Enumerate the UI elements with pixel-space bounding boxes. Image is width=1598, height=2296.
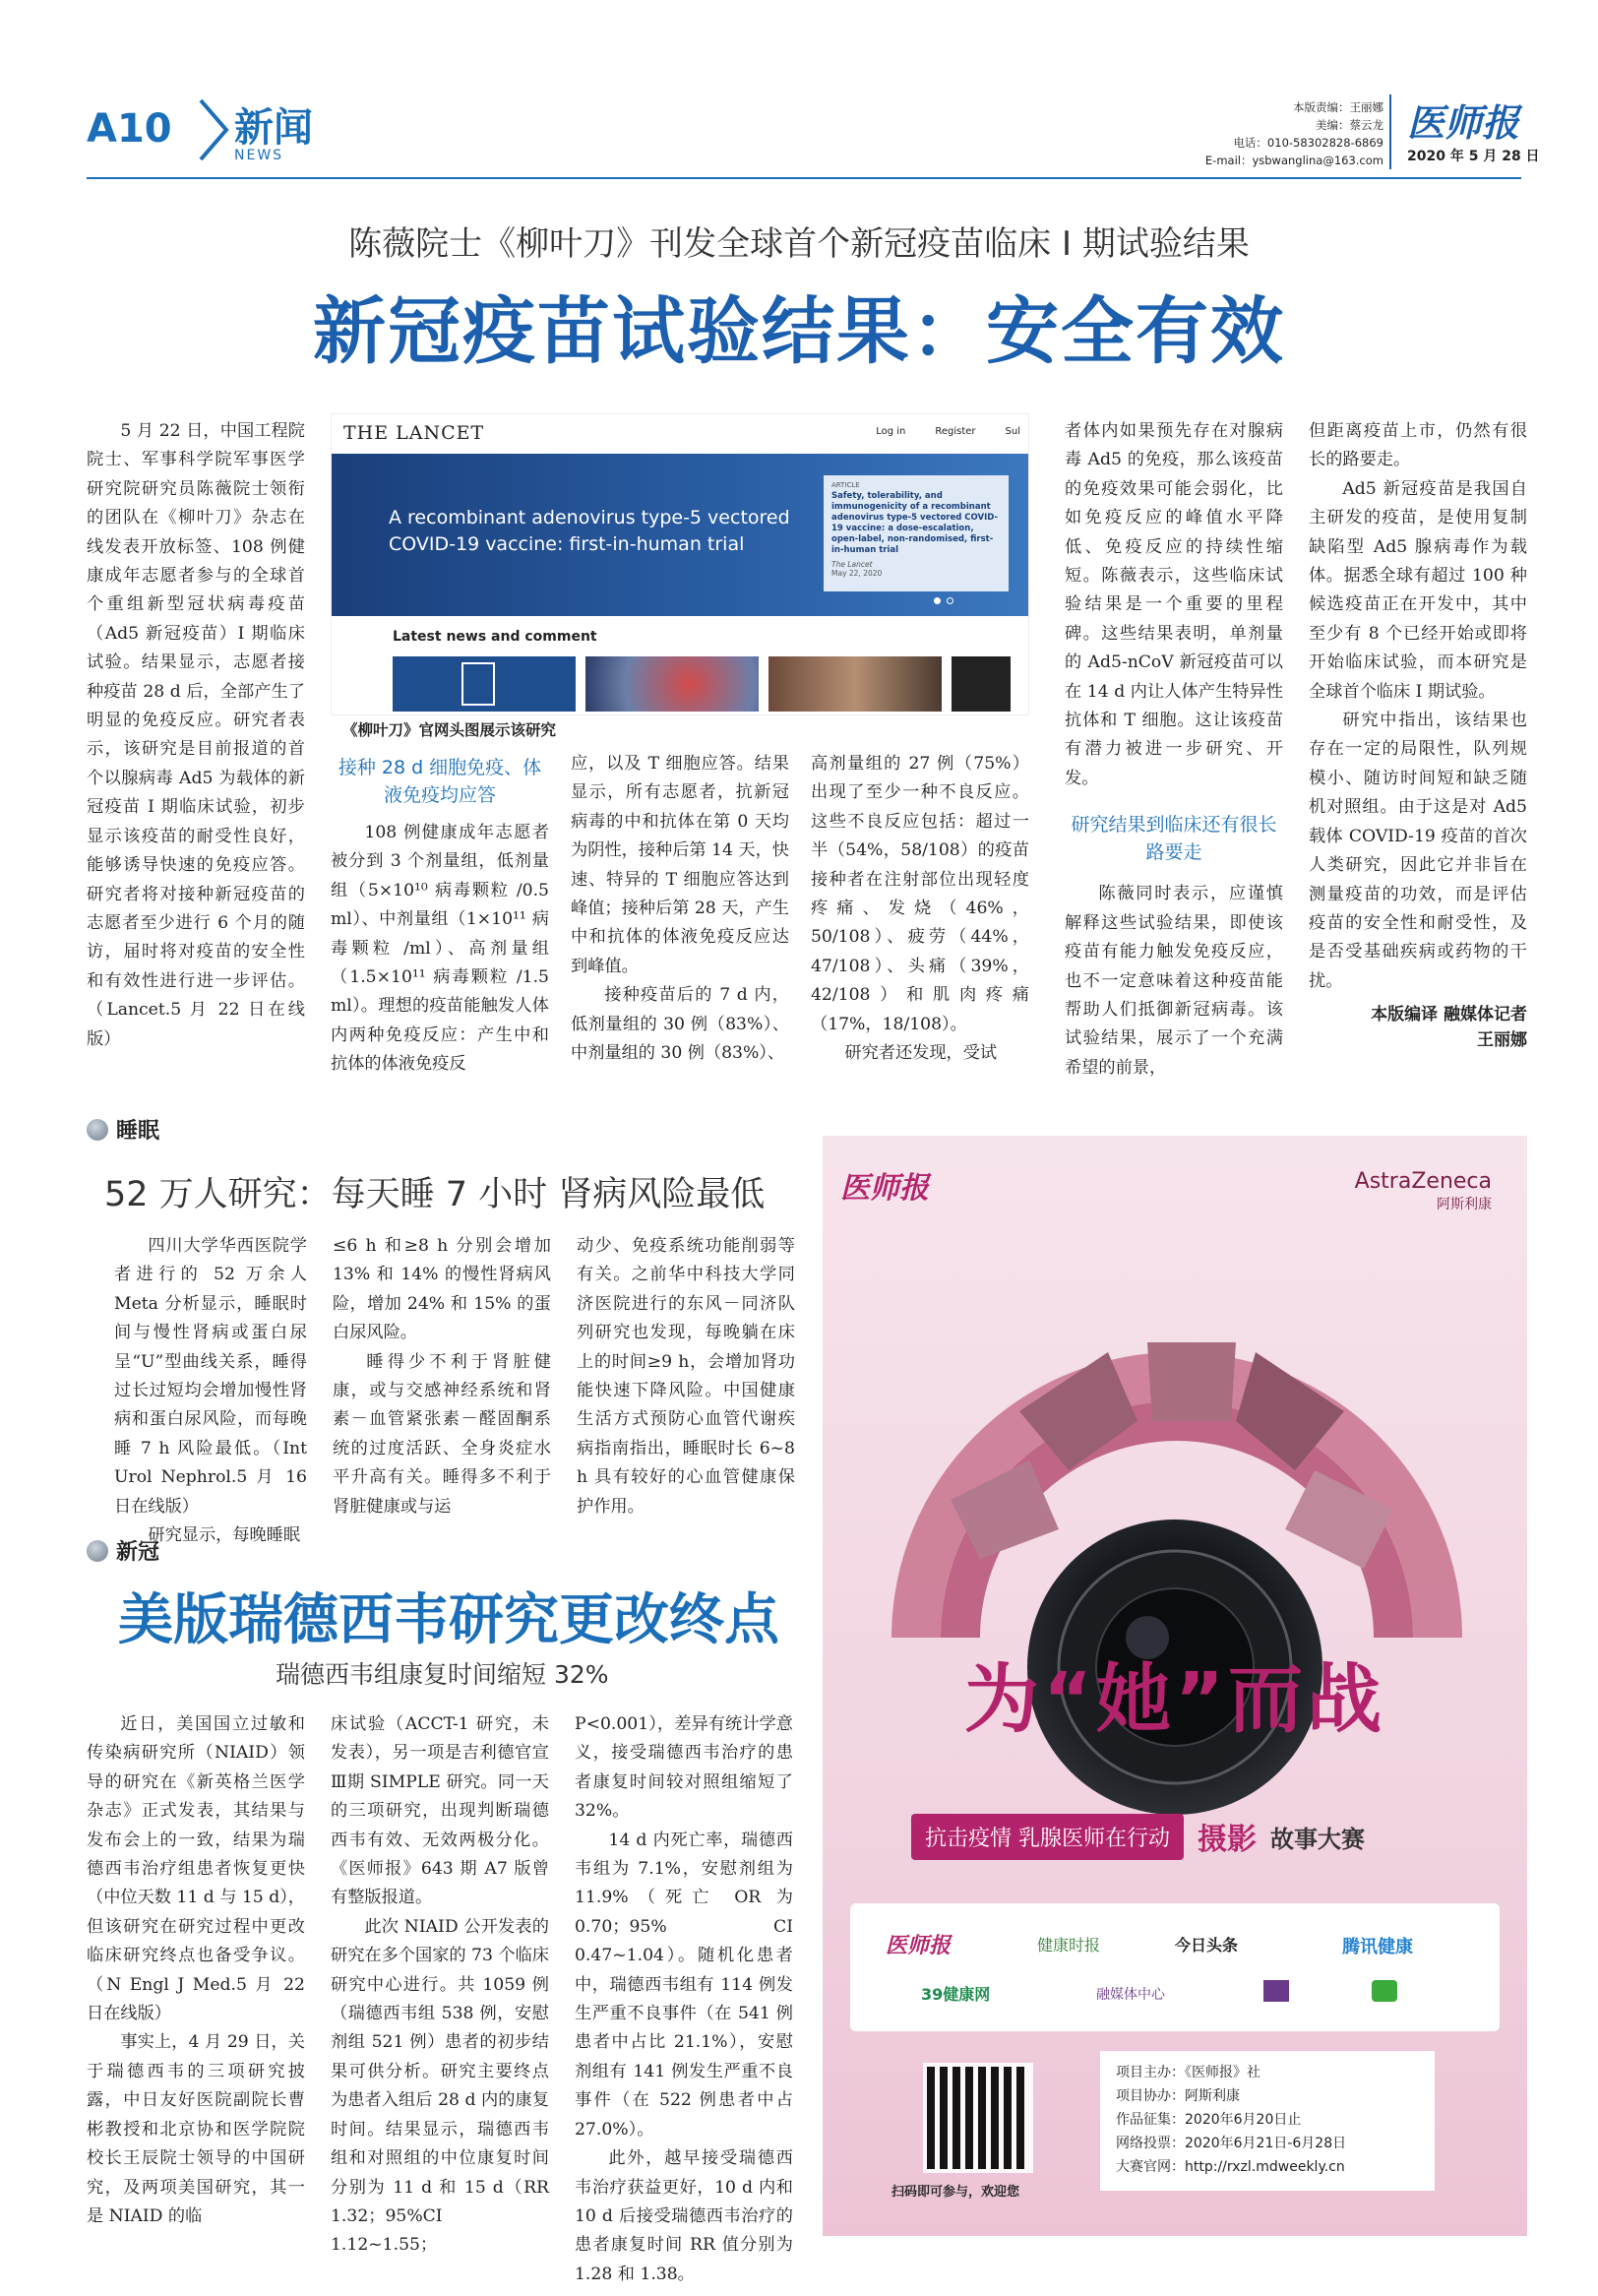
lead-col-6: [1309, 417, 1527, 1053]
paragraph: 研究中指出，该结果也存在一定的局限性，队列规模小、随访时间短和缺乏随机对照组。由于这是对 Ad5 载体 COVID-19 疫苗的首次人类研究，因此它并非旨在测量疫苗的功效，而是评估疫苗的安全性和耐受性，及是否受基础疾病或药物的干扰。: [1309, 711, 1527, 991]
lead-headline: 新冠疫苗试验结果：安全有效: [313, 289, 1285, 374]
lead-col-1: [87, 417, 305, 1054]
partner-logo-6: 融媒体中心: [1096, 1987, 1165, 2003]
email: E-mail：ysbwanglina@163.com: [1204, 154, 1383, 167]
editor-info: [1205, 98, 1383, 169]
contest-info: [1100, 2051, 1435, 2191]
paragraph: 此次 NIAID 公开发表的研究在多个国家的 73 个临床研究中心进行。共 1059 例（瑞德西韦组 538 例，安慰剂组 521 例）患者的初步结果可供分析。研究主要终点为患者入组后 28 d 内的康复时间。结果显示，瑞德西韦组和对照组的中位康复时间分别为 11 d 和 15 d（RR 1.32；95%CI 1.12~1.55；: [331, 1916, 549, 2256]
lancet-register: Register: [935, 426, 976, 437]
paragraph: 此外，越早接受瑞德西韦治疗获益更好，10 d 内和 10 d 后接受瑞德西韦治疗的患者康复时间 RR 值分别为 1.28 和 1.38。: [575, 2148, 793, 2284]
section-title-en: NEWS: [234, 148, 284, 163]
qr-caption: 扫码即可参与，欢迎您: [891, 2185, 1020, 2200]
ad-slogan: 为“她”而战: [964, 1655, 1385, 1743]
lancet-banner-title: A recombinant adenovirus type-5 vectored COVID-19 vaccine: first-in-human trial: [389, 507, 790, 555]
page-number: A10: [87, 106, 172, 152]
paragraph: 四川大学华西医院学者进行的 52 万余人 Meta 分析显示，睡眠时间与慢性肾病或蛋白尿呈“U”型曲线关系，睡得过长过短均会增加慢性肾病和蛋白尿风险，而每晚睡 7 h 风险最低。（Int Urol Nephrol.5 月 16 日在线版）: [114, 1236, 307, 1517]
paragraph: 应，以及 T 细胞应答。结果显示，所有志愿者，抗新冠病毒的中和抗体在第 0 天均为阴性，接种后第 14 天，快速、特异的 T 细胞应答达到峰值；接种后第 28 天，产生中和抗体的体液免疫反应达到峰值。: [571, 754, 789, 976]
partner-logo-3: 今日头条: [1175, 1936, 1239, 1955]
covid-col-3: [575, 1710, 793, 2289]
designer: 美编：蔡云龙: [1316, 118, 1383, 132]
partner-icon-b: [1372, 1980, 1397, 2002]
lancet-brand: THE LANCET: [343, 422, 485, 444]
camera-lens-illustration: [823, 1234, 1527, 1844]
byline: [1309, 1002, 1527, 1053]
partner-logo-5: 39健康网: [921, 1985, 991, 2004]
byline-role: 本版编译 融媒体记者: [1371, 1005, 1527, 1025]
card-source: The Lancet: [831, 560, 873, 569]
issue-date: 2020 年 5 月 28 日: [1407, 149, 1540, 164]
sleep-col-2: [333, 1232, 551, 1521]
partner-icon-a: [1263, 1980, 1289, 2002]
lancet-nav: [876, 426, 1020, 437]
lancet-caption: 《柳叶刀》官网头图展示该研究: [342, 721, 557, 739]
paragraph: P<0.001），差异有统计学意义，接受瑞德西韦治疗的患者康复时间较对照组缩短了 32%。: [575, 1714, 793, 1822]
covid-col-1: [87, 1710, 305, 2231]
lancet-login: Log in: [876, 426, 906, 437]
lead-col-5: [1065, 417, 1283, 1083]
section-label-text: 新冠: [116, 1540, 160, 1565]
paragraph: ≤6 h 和≥8 h 分别会增加 13% 和 14% 的慢性肾病风险，增加 24% 和 15% 的蛋白尿风险。: [333, 1236, 551, 1343]
paragraph: 事实上，4 月 29 日，关于瑞德西韦的三项研究披露，中日友好医院副院长曹彬教授和北京协和医学院院校长王辰院士领导的中国研究，及两项美国研究，其一是 NIAID 的临: [87, 2032, 305, 2226]
paragraph: 接种疫苗后的 7 d 内，低剂量组的 30 例（83%）、中剂量组的 30 例（83%）、: [571, 985, 789, 1064]
astrazeneca-cn: 阿斯利康: [1437, 1197, 1492, 1212]
section-label-text: 睡眠: [116, 1119, 160, 1144]
covid-title: 美版瑞德西韦研究更改终点: [118, 1588, 779, 1652]
section-bullet-icon: [87, 1119, 108, 1141]
ad-band-contest: 故事大赛: [1270, 1825, 1365, 1853]
paragraph: 睡得少不利于肾脏健康，或与交感神经系统和肾素－血管紧张素－醛固酮系统的过度活跃、全身炎症水平升高有关。睡得多不利于肾脏健康或与运: [333, 1351, 551, 1517]
masthead-divider: [1389, 94, 1391, 169]
lead-subhead-1: 接种 28 d 细胞免疫、体液免疫均应答: [338, 757, 542, 806]
paragraph: 近日，美国国立过敏和传染病研究所（NIAID）领导的研究在《新英格兰医学杂志》正式发表，其结果与发布会上的一致，结果为瑞德西韦治疗组患者恢复更快（中位天数 11 d 与 15 d），但该研究在研究过程中更改临床研究终点也备受争议。（N Engl J Med.5 月 22 日在线版）: [87, 1714, 305, 2024]
info-voting: 网络投票：2020年6月21日-6月28日: [1116, 2136, 1347, 2151]
card-title: Safety, tolerability, and immunogenicity of a recombinant adenovirus type-5 vectored COVID-19 vaccine: a dose-escalation, open-label, non-randomised, first-in-human trial: [831, 491, 999, 555]
paragraph: 但距离疫苗上市，仍然有很长的路要走。: [1309, 421, 1527, 470]
section-label-sleep: [87, 1114, 159, 1145]
sleep-col-3: [577, 1232, 795, 1521]
ad-brand-left: 医师报: [840, 1171, 929, 1206]
lancet-banner: [332, 454, 1028, 616]
byline-name: 王丽娜: [1477, 1030, 1527, 1051]
paragraph: Ad5 新冠疫苗是我国自主研发的疫苗，是使用复制缺陷型 Ad5 腺病毒作为载体。据悉全球有超过 100 种候选疫苗正在开发中，其中至少有 8 个已经开始或即将开始临床试验，而本研究是全球首个临床 I 期试验。: [1309, 478, 1527, 702]
partner-logo-2: 健康时报: [1037, 1936, 1101, 1955]
phone: 电话：010-58302828-6869: [1233, 136, 1383, 150]
info-co-organizer: 项目协办：阿斯利康: [1116, 2088, 1240, 2104]
ad-band-text: 抗击疫情 乳腺医师在行动: [911, 1814, 1184, 1860]
paragraph: 陈薇同时表示，应谨慎解释这些试验结果，即使该疫苗有能力触发免疫反应，也不一定意味着这种疫苗能帮助人们抵御新冠病毒。该试验结果，展示了一个充满希望的前景，: [1065, 884, 1283, 1078]
section-title: 新闻: [234, 105, 313, 151]
section-bullet-icon: [87, 1540, 108, 1562]
ad-band-photo: 摄影: [1198, 1823, 1257, 1857]
advertisement: [823, 1136, 1527, 2236]
carousel-dots: [934, 597, 953, 604]
ad-brand-right: [1355, 1169, 1492, 1213]
info-website: 大赛官网：http://rxzl.mdweekly.cn: [1116, 2159, 1345, 2175]
info-submission: 作品征集：2020年6月20日止: [1116, 2112, 1302, 2128]
covid-subtitle: 瑞德西韦组康复时间缩短 32%: [276, 1660, 609, 1689]
lancet-subscribe: Sul: [1005, 426, 1020, 437]
lead-kicker: 陈薇院士《柳叶刀》刊发全球首个新冠疫苗临床 I 期试验结果: [348, 224, 1250, 264]
section-label-covid: [87, 1535, 159, 1566]
card-date: May 22, 2020: [831, 569, 883, 578]
lancet-article-card: [824, 475, 1009, 591]
paragraph: 高剂量组的 27 例（75%）出现了至少一种不良反应。这些不良反应包括：超过一半（54%，58/108）的疫苗接种者在注射部位出现轻度疼痛、发烧（46%，50/108）、疲劳（44%，47/108）、头痛（39%，42/108）和肌肉疼痛（17%，18/108）。: [811, 754, 1029, 1034]
covid-col-2: [331, 1710, 549, 2261]
info-organizer: 项目主办：《医师报》社: [1116, 2065, 1260, 2080]
partner-logo-4: 腾讯健康: [1342, 1937, 1413, 1957]
card-tag: ARTICLE: [831, 481, 860, 489]
paragraph: 动少、免疫系统功能削弱等有关。之前华中科技大学同济医院进行的东风－同济队列研究也发现，每晚躺在床上的时间≥9 h，会增加肾功能快速下降风险。中国健康生活方式预防心血管代谢疾病指南指出，睡眠时长 6~8 h 具有较好的心血管健康保护作用。: [577, 1236, 795, 1517]
paragraph: 5 月 22 日，中国工程院院士、军事科学院军事医学研究院研究员陈薇院士领衔的团队在《柳叶刀》杂志在线发表开放标签、108 例健康成年志愿者参与的全球首个重组新型冠状病毒疫苗（Ad5 新冠疫苗）I 期临床试验。结果显示，志愿者接种疫苗 28 d 后，全部产生了明显的免疫反应。研究者表示，该研究是目前报道的首个以腺病毒 Ad5 为载体的新冠疫苗 I 期临床试验，初步显示该疫苗的耐受性良好，能够诱导快速的免疫应答。研究者将对接种新冠疫苗的志愿者至少进行 6 个月的随访，届时将对疫苗的安全性和有效性进行进一步评估。（Lancet.5 月 22 日在线版）: [87, 421, 305, 1049]
paragraph: 14 d 内死亡率，瑞德西韦组为 7.1%，安慰剂组为 11.9%（死亡 OR 为 0.70；95% CI 0.47~1.04）。随机化患者中，瑞德西韦组有 114 例发生严重不良事件（在 541 例患者中占比 21.1%），安慰剂组有 141 例发生严重不良事件（在 522 例患者中占 27.0%）。: [575, 1830, 793, 2140]
partner-logo-1: 医师报: [886, 1933, 952, 1958]
sleep-title: 52 万人研究：每天睡 7 小时 肾病风险最低: [104, 1175, 766, 1214]
header-rule: [87, 177, 1521, 179]
partners-panel: [850, 1903, 1500, 2031]
lancet-screenshot: [331, 413, 1029, 715]
paragraph: 者体内如果预先存在对腺病毒 Ad5 的免疫，那么该疫苗的免疫效果可能会弱化，比如免疫反应的峰值水平降低、免疫反应的持续性缩短。陈薇表示，这些临床试验结果是一个重要的里程碑。这些结果表明，单剂量的 Ad5-nCoV 新冠疫苗可以在 14 d 内让人体产生特异性抗体和 T 细胞。这让该疫苗有潜力被进一步研究、开发。: [1065, 421, 1283, 788]
paragraph: 研究者还发现，受试: [844, 1043, 998, 1064]
ad-band: [911, 1811, 1443, 1862]
paragraph: 108 例健康成年志愿者被分到 3 个剂量组，低剂量组（5×10¹⁰ 病毒颗粒 /0.5 ml）、中剂量组（1×10¹¹ 病毒颗粒 /ml）、高剂量组（1.5×10¹¹ 病毒颗粒 /1.5 ml）。理想的疫苗能触发人体内两种免疫反应：产生中和抗体的体液免疫反: [331, 823, 549, 1075]
lead-subhead-2: 研究结果到临床还有很长路要走: [1071, 814, 1277, 864]
editor: 本版责编：王丽娜: [1293, 100, 1383, 114]
masthead-logo: 医师报: [1407, 100, 1520, 145]
paragraph: 研究显示，每晚睡眠: [148, 1525, 301, 1546]
lancet-latest: Latest news and comment: [393, 629, 597, 645]
lancet-thumbs: [393, 656, 1011, 712]
sleep-col-1: [114, 1232, 307, 1550]
paragraph: 床试验（ACCT-1 研究，未发表），另一项是吉利德官宣Ⅲ期 SIMPLE 研究。同一天的三项研究，出现判断瑞德西韦有效、无效两极分化。《医师报》643 期 A7 版曾有整版报道。: [331, 1714, 549, 1908]
lead-col-4: [811, 750, 1029, 1068]
chevron-icon: [197, 96, 230, 163]
qr-code: [923, 2063, 1033, 2173]
lead-col-2: [331, 750, 549, 1080]
astrazeneca-logo: AstraZeneca: [1354, 1169, 1492, 1194]
lead-col-3: [571, 750, 789, 1068]
